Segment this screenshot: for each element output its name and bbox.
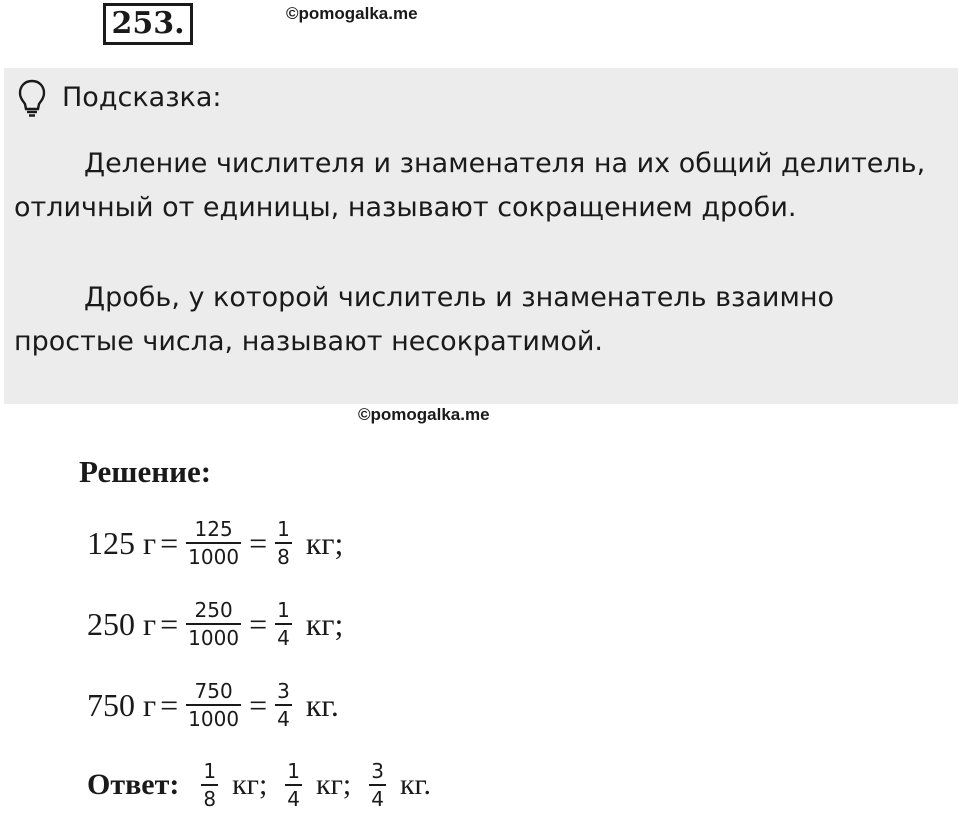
equals-sign: = bbox=[249, 686, 268, 723]
equals-sign: = bbox=[160, 686, 179, 723]
row-lhs: 750 г bbox=[87, 686, 157, 723]
numerator: 1 bbox=[203, 759, 217, 783]
numerator: 3 bbox=[277, 679, 290, 703]
denominator: 1000 bbox=[188, 545, 240, 569]
equals-sign: = bbox=[160, 605, 179, 642]
unit: кг; bbox=[305, 605, 344, 642]
answer-row bbox=[87, 750, 431, 820]
solution-row-3 bbox=[87, 670, 339, 740]
hint-title: Подсказка: bbox=[62, 82, 222, 113]
answer-fraction bbox=[285, 758, 302, 812]
problem-number: 253. bbox=[103, 3, 193, 45]
denominator: 4 bbox=[371, 787, 384, 811]
watermark-top: ©pomogalka.me bbox=[286, 4, 418, 23]
numerator: 1 bbox=[277, 517, 290, 541]
numerator: 3 bbox=[371, 759, 384, 783]
fraction bbox=[186, 597, 241, 651]
row-lhs: 250 г bbox=[87, 605, 157, 642]
answer-unit: кг. bbox=[399, 768, 431, 801]
answer-unit: кг; bbox=[232, 768, 268, 801]
watermark-middle: ©pomogalka.me bbox=[358, 405, 490, 424]
denominator: 1000 bbox=[188, 626, 240, 650]
solution-title: Решение: bbox=[79, 454, 212, 489]
answer-label: Ответ: bbox=[87, 768, 180, 801]
answer-fraction bbox=[201, 758, 218, 812]
hint-paragraph-1: Деление числителя и знаменателя на их общий делитель, отличный от единицы, называют сокращением дроби. bbox=[14, 148, 926, 223]
denominator: 4 bbox=[277, 626, 290, 650]
numerator: 750 bbox=[194, 679, 233, 703]
denominator: 4 bbox=[277, 707, 290, 731]
fraction bbox=[186, 678, 241, 732]
denominator: 8 bbox=[277, 545, 290, 569]
fraction bbox=[186, 516, 241, 570]
answer-fraction bbox=[369, 758, 386, 812]
equals-sign: = bbox=[160, 524, 179, 561]
fraction bbox=[275, 516, 292, 570]
lightbulb-icon bbox=[17, 78, 47, 118]
solution-row-2 bbox=[87, 589, 343, 659]
numerator: 125 bbox=[194, 517, 233, 541]
denominator: 4 bbox=[287, 787, 301, 811]
denominator: 8 bbox=[203, 787, 217, 811]
fraction bbox=[275, 597, 292, 651]
hint-paragraph-2: Дробь, у которой числитель и знаменатель взаимно простые числа, называют несократимой. bbox=[14, 282, 835, 357]
numerator: 1 bbox=[277, 598, 290, 622]
row-lhs: 125 г bbox=[87, 524, 157, 561]
numerator: 250 bbox=[194, 598, 233, 622]
denominator: 1000 bbox=[188, 707, 240, 731]
equals-sign: = bbox=[249, 524, 268, 561]
unit: кг. bbox=[305, 686, 339, 723]
equals-sign: = bbox=[249, 605, 268, 642]
unit: кг; bbox=[305, 524, 344, 561]
fraction bbox=[275, 678, 292, 732]
numerator: 1 bbox=[287, 759, 301, 783]
solution-row-1 bbox=[87, 508, 343, 578]
answer-unit: кг; bbox=[316, 768, 352, 801]
